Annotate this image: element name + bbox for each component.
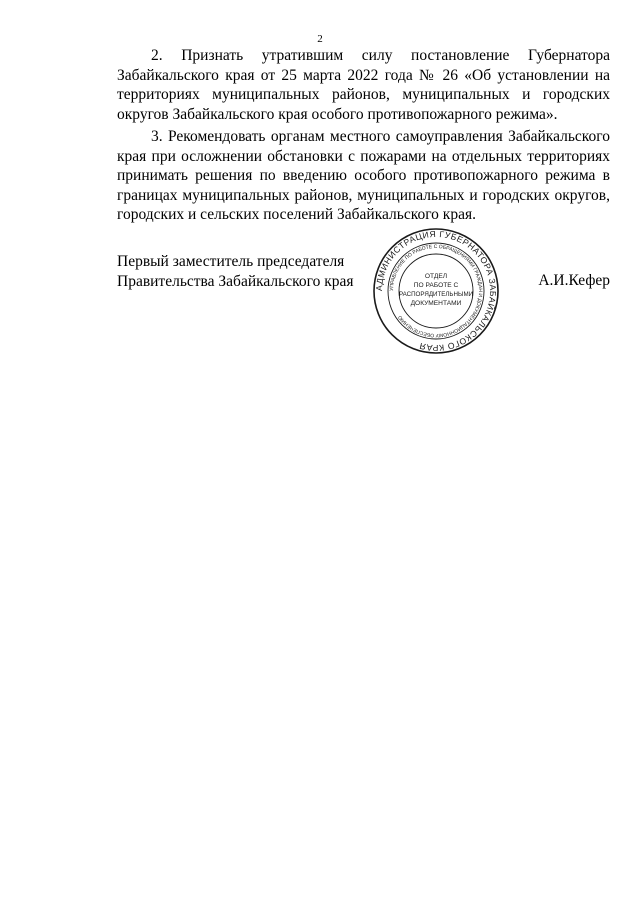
paragraph-3: 3. Рекомендовать органам местного самоуправления Забайкальского края при осложнении обстановки с пожарами на отдельных территориях принимать решения по введению особого противопожарного режима в границах муниципальных районов, муниципальных и городских округов, городских и сельских поселений Забайкальского края. (117, 128, 610, 223)
signatory-position-line-2: Правительства Забайкальского края (117, 272, 354, 290)
document-body (117, 46, 610, 228)
paragraph-2: 2. Признать утратившим силу постановление Губернатора Забайкальского края от 25 марта 2022 года № 26 «Об установлении на территориях муниципальных районов, муниципальных и городских округов Забайкальского края особого противопожарного режима». (117, 47, 610, 123)
official-stamp (371, 226, 501, 356)
stamp-center-line-4: ДОКУМЕНТАМИ (410, 300, 462, 307)
stamp-inner-ring-text: УПРАВЛЕНИЕ ПО РАБОТЕ С ОБРАЩЕНИЯМИ ГРАЖДАН И ДОКУМЕНТАЦИОННОМУ ОБЕСПЕЧЕНИЮ (388, 243, 484, 339)
signatory-position-line-1: Первый заместитель председателя (117, 253, 345, 270)
page-number: 2 (317, 33, 323, 45)
signatory-position (117, 252, 354, 291)
signatory-name: А.И.Кефер (538, 272, 610, 289)
stamp-outer-ring-text: АДМИНИСТРАЦИЯ ГУБЕРНАТОРА ЗАБАЙКАЛЬСКОГО КРАЯ (373, 228, 499, 354)
stamp-center-line-2: ПО РАБОТЕ С (413, 282, 459, 289)
stamp-center-line-3: РАСПОРЯДИТЕЛЬНЫМИ (398, 291, 474, 298)
stamp-center-line-1: ОТДЕЛ (424, 273, 448, 280)
